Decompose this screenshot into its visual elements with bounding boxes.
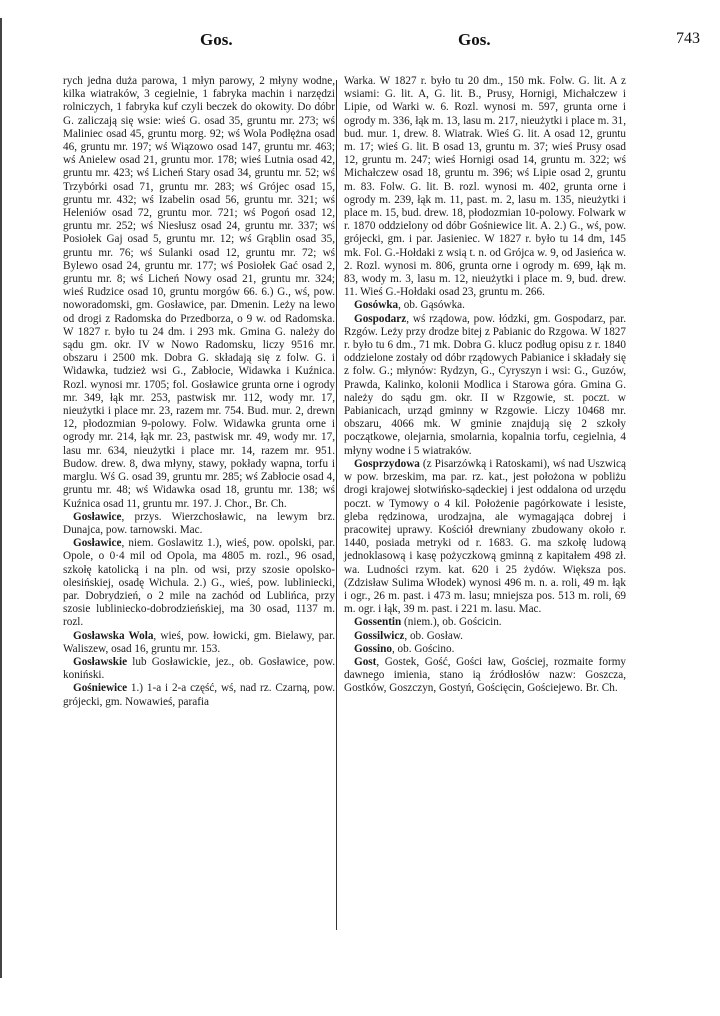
entry-paragraph: Gośniewice 1.) 1-a i 2-a część, wś, nad rz. Czarną, pow. grójecki, gm. Nowawieś, parafia xyxy=(63,682,335,708)
entry-paragraph: Gosławice, przys. Wierzchosławic, na lewym brz. Dunajca, pow. tarnowski. Mac. xyxy=(63,510,335,536)
entry-paragraph: Warka. W 1827 r. było tu 20 dm., 150 mk. Folw. G. lit. A z wsiami: G. lit. A, G. lit. B., Prusy, Hornigi, Michałczew i Lipie, od Warki w. 6. Rozl. wynosi m. 597, grunta orne i ogrody m. 336, łąk m. 13, lasu m. 217, nieużytki i place m. 31, bud. mur. 1, drew. 8. Wiatrak. Wieś G. lit. A osad 12, gruntu m. 17; wieś G. lit. B osad 13, gruntu m. 37; wieś Prusy osad 12, gruntu m. 247; wieś Hornigi osad 14, gruntu m. 322; wś Michałczew osad 18, gruntu m. 396; wś Lipie osad 2, gruntu m. 83. Folw. G. lit. B. rozl. wynosi m. 402, grunta orne i ogrody m. 239, łąk m. 11, past. m. 2, lasu m. 135, nieużytki i place m. 15, bud. drew. 18, płodozmian 10-polowy. Folwark w r. 1870 oddzielony od dóbr Gośniewice lit. A. 2.) G., wś, pow. grójecki, gm. i par. Jasieniec. W 1827 r. było tu 14 dm, 145 mk. Fol. G.-Hołdaki z wsią t. n. od Grójca w. 9, od Jasieńca w. 2. Rozl. wynosi m. 806, grunta orne i ogrody m. 699, łąk m. 83, wody m. 3, lasu m. 12, nieużytki i place m. 9, bud. drew. 11. Wieś G.-Hołdaki osad 23, gruntu m. 266. xyxy=(344,75,626,299)
entry-paragraph: Gosówka, ob. Gąsówka. xyxy=(354,299,465,312)
entry-headword: Gost xyxy=(354,655,377,668)
page-edge-mark xyxy=(0,18,14,978)
entry-headword: Gosławskie xyxy=(73,655,128,668)
entry-paragraph: Gossino, ob. Gościno. xyxy=(354,642,455,655)
entry-paragraph: Gosprzydowa (z Pisarzówką i Ratoskami), wś nad Uszwicą w pow. brzeskim, ma par. rz. kat., jest położona w pobliżu drogi krajowej słotwińsko-sądeckiej i jest oddalona od urzędu poczt. w Tymowy o 4 kil. Położenie pagórkowate i lesiste, gleba rędzinowa, urodzajna, ale wymagająca dobrej i pracowitej uprawy. Kościół drewniany zbudowany około r. 1440, posiada metryki od r. 1683. G. ma szkołę ludową jednoklasową i kasę pożyczkową gminną z kapitałem 498 zł. wa. Ludności rzym. kat. 620 i 25 żydów. Większa pos. (Zdzisław Sulima Włodek) wynosi 496 m. n. a. roli, 49 m. łąk i ogr., 26 m. past. i 473 m. lasu; mniejsza pos. 513 m. roli, 69 m. ogr. i łąk, 39 m. past. i 221 m. lasu. Mac. xyxy=(344,457,626,616)
entry-paragraph: Gospodarz, wś rządowa, pow. łódzki, gm. Gospodarz, par. Rzgów. Leży przy drodze bitej z Pabianic do Rzgowa. W 1827 r. było tu 6 dm., 71 mk. Dobra G. klucz podług opisu z r. 1840 oddzielone zostały od dóbr rządowych Pabianice i składały się z folw. G.; młynów: Rydzyn, G., Cyryszyn i wsi: G., Guzów, Prawda, Kalinko, kolonii Modlica i Starowa góra. Gmina G. należy do sądu gm. okr. II w Rzgowie, st. poczt. w Pabianicach, urząd gminny w Rzgowie. Liczy 10468 mr. obszaru, 4066 mk. W gminie znajdują się 2 szkoły początkowe, olejarnia, smolarnia, kopalnia torfu, cegielnia, 4 młyny wodne i 5 wiatraków. xyxy=(344,312,626,457)
entry-headword: Gosławice xyxy=(73,510,122,523)
entry-headword: Gosławska Wola xyxy=(73,629,154,642)
entry-headword: Gossentin xyxy=(354,616,402,629)
entry-paragraph: rych jedna duża parowa, 1 młyn parowy, 2 młyny wodne, kilka wiatraków, 3 cegielnie, 1 fabryka machin i narzędzi rolniczych, 1 fabryka kuf czyli beczek do okowity. Do dóbr G. zaliczają się wsie: wieś G. osad 35, gruntu mr. 273; wś Maliniec osad 45, gruntu morg. 92; wś Wola Podłężna osad 46, gruntu mr. 197; wś Wiązowo osad 147, gruntu mr. 463; wś Anielew osad 21, gruntu mor. 178; wieś Lutnia osad 42, gruntu mr. 423; wś Licheń Stary osad 34, gruntu mr. 52; wś Trzybórki osad 71, gruntu mr. 283; wś Grójec osad 15, gruntu mr. 432; wś Izabelin osad 56, gruntu mr. 321; wś Heleniów osad 72, gruntu mor. 721; wś Pogoń osad 12, gruntu mr. 252; wś Niesłusz osad 24, gruntu mr. 337; wś Posiołek Gaj osad 5, gruntu mr. 12; wś Grąblin osad 35, gruntu mr. 76; wś Sulanki osad 12, gruntu mr. 72; wś Bylewo osad 24, gruntu mr. 177; wś Posiołek Gać osad 2, gruntu mr. 8; wś Licheń Nowy osad 21, gruntu mr. 324; wieś Rudzice osad 10, gruntu morgów 66. 6.) G., wś, pow. noworadomski, gm. Gosławice, par. Dmenin. Leży na lewo od drogi z Radomska do Przedborza, o 9 w. od Radomska. W 1827 r. było tu 24 dm. i 293 mk. Gmina G. należy do sądu gm. okr. IV w Nowo Radomsku, liczy 9516 mr. obszaru i 2500 mk. Dobra G. składają się z folw. G. i Widawka, tudzież wsi G., Zabłocie, Widawka i Kuźnica. Rozl. wynosi mr. 1705; fol. Gosławice grunta orne i ogrody mr. 349, łąk mr. 253, pastwisk mr. 112, wody mr. 17, nieużytki i place mr. 23, razem mr. 754. Bud. mur. 2, drewn 12, płodozmian 9-polowy. Folw. Widawka grunta orne i ogrody mr. 214, łąk mr. 23, pastwisk mr. 49, wody mr. 17, lasu mr. 634, nieużytki i place mr. 14, razem mr. 951. Budow. drew. 8, dwa młyny, stawy, pokłady wapna, torfu i marglu. Wś G. osad 39, gruntu mr. 285; wś Zabłocie osad 4, gruntu mr. 48; wś Widawka osad 18, gruntu mr. 138; wś Kuźnica osad 11, gruntu mr. 197. J. Chor., Br. Ch. xyxy=(63,75,335,510)
column-rule xyxy=(336,80,337,930)
entry-headword: Gosówka xyxy=(354,299,399,312)
entry-headword: Gossilwicz xyxy=(354,629,405,642)
page-number: 743 xyxy=(676,30,700,47)
entry-paragraph: Gossentin (niem.), ob. Gościcin. xyxy=(354,616,502,629)
left-column xyxy=(63,75,335,709)
entry-paragraph: Gosławice, niem. Goslawitz 1.), wieś, pow. opolski, par. Opole, o 0·4 mil od Opola, ma 4805 m. rozl., 96 osad, szkołę katolicką i na pln. od wsi, przy szosie opolsko-olesińskiej, osadę Wichula. 2.) G., wieś, pow. lubliniecki, par. Dobrydzień, o 2 mile na zachód od Lublińca, przy szosie lubliniecko-dobrodzieńskiej, ma 30 osad, 1137 m. rozl. xyxy=(63,537,335,629)
entry-headword: Gośniewice xyxy=(73,682,128,695)
running-head-left: Gos. xyxy=(200,30,233,49)
entry-headword: Gosławice xyxy=(73,537,122,550)
entry-paragraph: Gossilwicz, ob. Gosław. xyxy=(354,629,463,642)
right-column xyxy=(344,75,626,696)
entry-paragraph: Gost, Gostek, Gość, Gości ław, Gościej, rozmaite formy dawnego imienia, stano ią źródłosłów nazw: Goszcza, Gostków, Goszczyn, Gostyń, Gościęcin, Gościejewo. Br. Ch. xyxy=(344,655,626,695)
entry-headword: Gospodarz xyxy=(354,312,407,325)
entry-paragraph: Gosławskie lub Gosławickie, jez., ob. Gosławice, pow. koniński. xyxy=(63,655,335,682)
running-head-right: Gos. xyxy=(458,30,491,49)
entry-headword: Gossino xyxy=(354,642,392,655)
entry-headword: Gosprzydowa xyxy=(354,457,420,470)
entry-paragraph: Gosławska Wola, wieś, pow. łowicki, gm. Bielawy, par. Waliszew, osad 16, gruntu mr. 153. xyxy=(63,629,336,655)
